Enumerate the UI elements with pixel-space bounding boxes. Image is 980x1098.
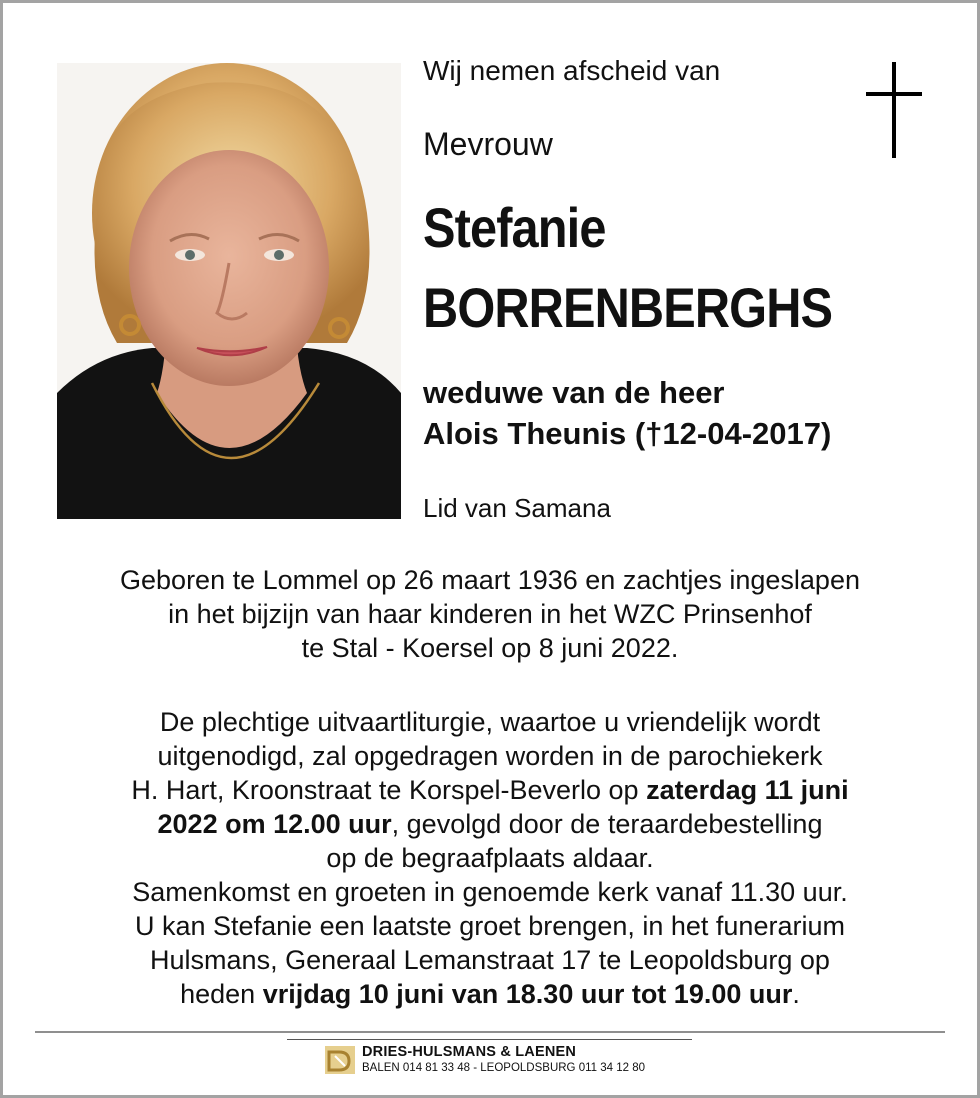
funeral-line: De plechtige uitvaartliturgie, waartoe u vriendelijk wordt bbox=[159, 707, 821, 737]
funeral-time: 2022 om 12.00 uur bbox=[157, 809, 392, 839]
funeral-date: zaterdag 11 juni bbox=[646, 775, 849, 805]
widow-line-1: weduwe van de heer bbox=[423, 375, 725, 410]
funeral-home-name: DRIES-HULSMANS & LAENEN bbox=[362, 1044, 577, 1060]
widow-of bbox=[423, 372, 831, 454]
funeral-line bbox=[40, 773, 940, 807]
last-name: BORRENBERGHS bbox=[423, 276, 833, 339]
intro-text: Wij nemen afscheid van bbox=[423, 55, 721, 86]
widow-line-2: Alois Theunis (†12-04-2017) bbox=[423, 416, 832, 451]
funeral-home-phones: BALEN 014 81 33 48 - LEOPOLDSBURG 011 34 12 80 bbox=[362, 1062, 645, 1074]
first-name: Stefanie bbox=[423, 196, 606, 259]
funeral-line: Hulsmans, Generaal Lemanstraat 17 te Leopoldsburg op bbox=[150, 945, 830, 975]
funeral-text: heden bbox=[180, 979, 263, 1009]
funeral-text: H. Hart, Kroonstraat te Korspel-Beverlo op bbox=[131, 775, 647, 805]
funeral-text: . bbox=[792, 979, 800, 1009]
funeral-home-logo-icon bbox=[325, 1046, 355, 1074]
footer-divider bbox=[35, 1031, 945, 1033]
birth-line: Geboren te Lommel op 26 maart 1936 en zachtjes ingeslapen bbox=[120, 565, 860, 595]
visitation-time: vrijdag 10 juni van 18.30 uur tot 19.00 uur bbox=[262, 979, 793, 1009]
honorific: Mevrouw bbox=[423, 126, 553, 162]
funeral-line: U kan Stefanie een laatste groet brengen, in het funerarium bbox=[135, 911, 845, 941]
cross-icon bbox=[866, 62, 922, 158]
birth-line: in het bijzijn van haar kinderen in het WZC Prinsenhof bbox=[168, 599, 812, 629]
birth-paragraph bbox=[40, 563, 940, 665]
footer-divider-short bbox=[287, 1039, 692, 1040]
funeral-line: Samenkomst en groeten in genoemde kerk vanaf 11.30 uur. bbox=[132, 877, 848, 907]
funeral-line: op de begraafplaats aldaar. bbox=[326, 843, 654, 873]
funeral-line bbox=[40, 977, 940, 1011]
funeral-line bbox=[40, 807, 940, 841]
funeral-paragraph bbox=[40, 705, 940, 1011]
portrait-photo bbox=[57, 63, 401, 519]
funeral-line: uitgenodigd, zal opgedragen worden in de parochiekerk bbox=[157, 741, 823, 771]
membership: Lid van Samana bbox=[423, 493, 611, 523]
funeral-text: , gevolgd door de teraardebestelling bbox=[391, 809, 823, 839]
birth-line: te Stal - Koersel op 8 juni 2022. bbox=[301, 633, 679, 663]
